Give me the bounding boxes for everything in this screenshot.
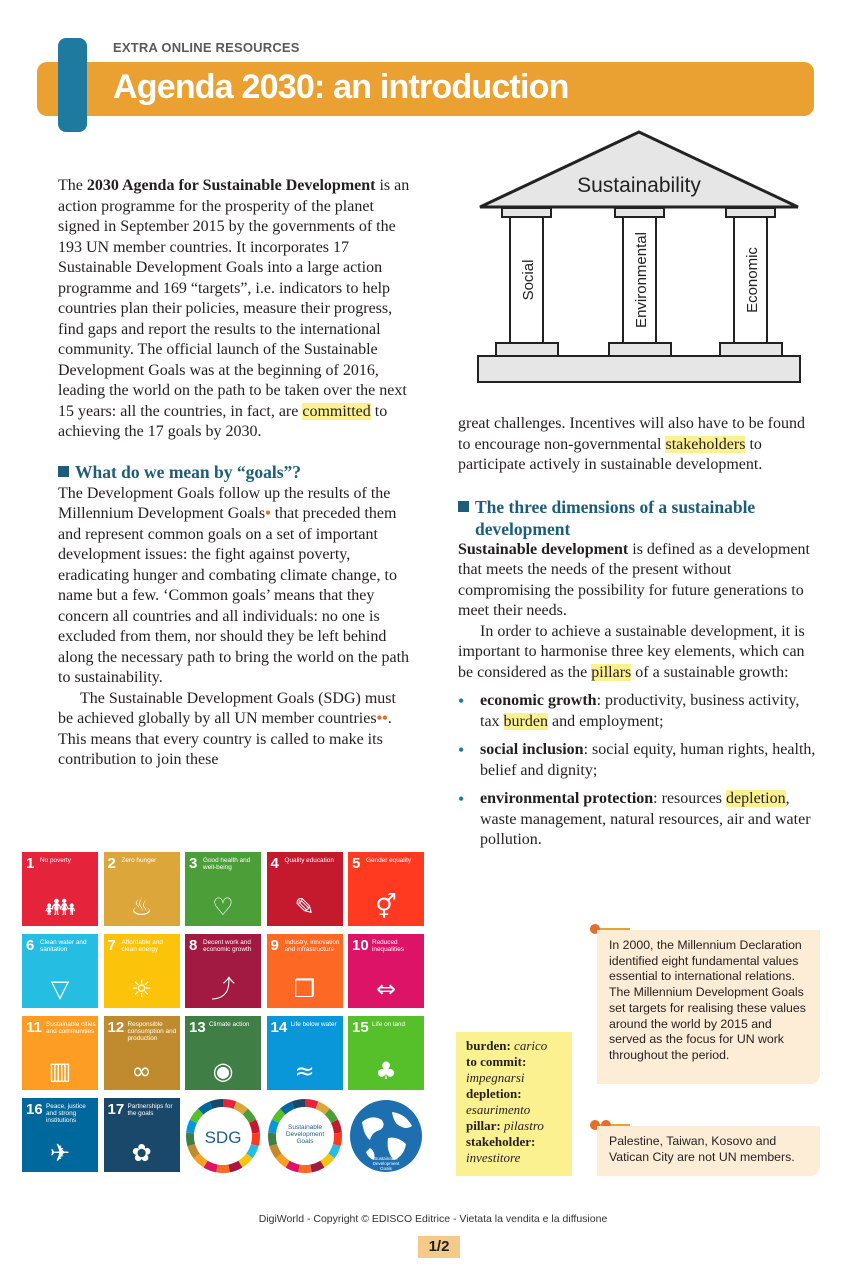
sdg-paragraph: The Sustainable Development Goals (SDG) must be achieved globally by all UN member countries••. This means that every country is called to make its contribution to join these (58, 689, 396, 768)
eye-globe-icon: ◉ (212, 1057, 234, 1085)
copyright-footer: DigiWorld - Copyright © EDISCO Editrice - Vietata la vendita e la diffusione (258, 1213, 608, 1225)
sdg-tile-4 (267, 852, 343, 926)
sustainability-pillars-diagram (474, 128, 804, 386)
highlighted-word: depletion (726, 790, 786, 807)
diagram-roof-label: Sustainability (577, 174, 701, 197)
sdg-tile-number: 10 (352, 937, 369, 954)
cubes-icon: ❒ (293, 975, 316, 1003)
sdg-tile-number: 14 (270, 1019, 288, 1036)
sdg-tile-number: 5 (352, 855, 361, 872)
growth-chart-icon: ⤴ (211, 975, 235, 1003)
sdg-tile-3 (185, 852, 261, 926)
sdg-tile-number: 2 (107, 855, 116, 872)
sdg-wheel-logo (267, 1098, 343, 1174)
pillar-economic-label: Economic (744, 247, 761, 313)
sdg-tile-number: 8 (189, 937, 198, 954)
sdg-tile-label: Partnerships for the goals (127, 1103, 173, 1117)
glossary-entry: stakeholder: investitore (466, 1134, 536, 1165)
list-item: • social inclusion: social equity, human rights, health, belief and dignity; (458, 740, 816, 781)
sdg-tile-2 (104, 852, 180, 926)
sdg-tile-13 (185, 1016, 261, 1090)
glossary-entry: to commit: impegnarsi (466, 1054, 527, 1085)
sdg-tile-number: 1 (26, 855, 35, 872)
sdg-tile-label: Industry, innovation and infrastructure (284, 939, 340, 953)
glossary-entry: depletion: esaurimento (466, 1086, 531, 1117)
sdg-tile-10 (348, 934, 424, 1008)
pillar-environmental-label: Environmental (633, 232, 650, 328)
intro-paragraph: The 2030 Agenda for Sustainable Development is an action programme for the prosperity of the planet signed in September 2015 by the governments of the 193 UN member countries. It incorporates 17 Sustainable Development Goals into a large action programme and 169 “targets”, i.e. indicators to help countries plan their policies, measure their progress, find gaps and report the results to the international community. The official launch of the Sustainable Development Goals was at the beginning of 2016, leading the world on the path to be taken over the next 15 years: all the countries, in fact, are committed to achieving the 17 goals by 2030. (58, 177, 410, 440)
highlighted-word: stakeholders (665, 435, 746, 453)
note-marker-2: •• (376, 710, 388, 727)
highlighted-word: committed (302, 402, 371, 420)
page-number: 1/2 (418, 1236, 460, 1258)
sdg-tile-11 (22, 1016, 98, 1090)
sdg-tile-label: Gender equality (366, 857, 412, 864)
continuation-paragraph: great challenges. Incentives will also have to be found to encourage non-governmental stakeholders to participate actively in sustainable development. (458, 415, 805, 473)
flower-icon: ✿ (131, 1139, 152, 1167)
glossary-entry: pillar: pilastro (466, 1118, 544, 1133)
sdg-ring-logo (185, 1098, 261, 1174)
glossary-entry: burden: carico (466, 1038, 548, 1053)
sdg-tile-17 (104, 1098, 180, 1172)
footnote-2-text: Palestine, Taiwan, Kosovo and Vatican City are not UN members. (609, 1134, 795, 1164)
highlighted-word: burden (503, 712, 548, 730)
sdg-tile-8 (185, 934, 261, 1008)
sdg-tile-label: Life on land (372, 1021, 406, 1028)
sdg-tile-number: 13 (189, 1019, 206, 1036)
sdg-tile-9 (267, 934, 343, 1008)
sdg-tile-label: Zero hunger (121, 857, 157, 864)
pillar-environmental (609, 208, 671, 356)
goals-paragraph: The Development Goals follow up the results of the Millennium Development Goals• that preceded them and represent common goals on a set of important development issues: the fight against poverty, eradicating hunger and combating climate change, to name but a few. ‘Common goals’ means that they concern all countries and all individuals: no one is excluded from them, nor should they be left behind along the necessary path to bring the world on the path to sustainability. (58, 484, 410, 686)
square-bullet-icon (458, 501, 469, 512)
sdg-tile-label: Life below water (290, 1021, 337, 1028)
sdg-tile-5 (348, 852, 424, 926)
goals-heading: What do we mean by “goals”? (58, 461, 410, 483)
sdg-globe-logo (348, 1098, 424, 1178)
infinity-icon: ∞ (131, 1057, 152, 1085)
sdg-wheel-text: Sustainable Development Goals (285, 1124, 324, 1145)
dove-icon: ✈ (49, 1139, 71, 1167)
sdg-tile-number: 11 (26, 1019, 42, 1036)
sdg-ring-text: SDG (204, 1128, 242, 1147)
sdg-tile-number: 16 (26, 1101, 43, 1118)
sdg-goals-grid (22, 852, 427, 1174)
sdg-tile-number: 15 (352, 1019, 369, 1036)
pillar-social (496, 208, 558, 356)
sdg-globe-text: Sustainable Development Goals (372, 1156, 400, 1170)
sdg-tile-label: Clean water and sanitation (40, 939, 87, 953)
sdg-tile-6 (22, 934, 98, 1008)
fish-icon: ≈ (294, 1057, 315, 1085)
sdg-tile-label: Climate action (209, 1021, 250, 1028)
footnote-1 (597, 930, 820, 1084)
tree-icon: ♣ (375, 1057, 397, 1085)
sdg-tile-label: Sustainable cities and communities (46, 1021, 96, 1035)
sdg-tile-label: Affordable and clean energy (121, 939, 163, 953)
sdg-tile-number: 6 (26, 937, 35, 954)
sdg-tile-number: 7 (107, 937, 116, 954)
equality-icon: ⇔ (375, 975, 397, 1003)
footnote-1-text: In 2000, the Millennium Declaration identified eight fundamental values essential to international relations. The Millennium Development Goals set targets for realising these values around the world by 2015 and served as the focus for UN work throughout the period. (609, 938, 806, 1062)
pillar-economic (720, 208, 782, 356)
highlighted-word: pillars (591, 663, 632, 681)
buildings-icon: ▥ (48, 1057, 72, 1085)
square-bullet-icon (58, 466, 69, 477)
page-title: Agenda 2030: an introduction (113, 68, 569, 106)
right-column (458, 414, 816, 851)
bowl-icon: ♨ (130, 893, 153, 921)
sdg-tile-label: Good health and well-being (203, 857, 251, 871)
sdg-wheel-logo-wrap (267, 1098, 343, 1178)
sdg-tile-15 (348, 1016, 424, 1090)
pillar-social-label: Social (520, 259, 537, 301)
water-glass-icon: ▽ (50, 975, 70, 1003)
sdg-tile-number: 9 (270, 937, 279, 954)
book-icon: ✎ (294, 893, 315, 921)
sun-icon: ☼ (130, 975, 153, 1003)
sdg-tile-12 (104, 1016, 180, 1090)
sdg-tile-label: Reduced inequalities (372, 939, 404, 953)
sdg-tile-number: 4 (270, 855, 279, 872)
sdg-tile-label: Decent work and economic growth (203, 939, 252, 953)
list-item: • environmental protection: resources depletion, waste management, natural resources, air and water pollution. (458, 789, 816, 851)
sdg-tile-16 (22, 1098, 98, 1172)
definition-paragraph: Sustainable development is defined as a development that meets the needs of the present without compromising the possibility for future generations to meet their needs. (458, 540, 810, 619)
diagram-base (478, 356, 800, 382)
list-item: • economic growth: productivity, business activity, tax burden and employment; (458, 691, 816, 732)
pillars-list (458, 691, 816, 851)
footnote-2 (597, 1126, 820, 1176)
sdg-ring-logo-wrap (185, 1098, 261, 1178)
sdg-tile-7 (104, 934, 180, 1008)
heartbeat-icon: ♡ (212, 893, 234, 921)
gender-icon: ⚥ (375, 893, 397, 921)
left-column (58, 176, 410, 771)
sdg-tile-14 (267, 1016, 343, 1090)
people-icon: 👪︎ (44, 893, 76, 921)
dimensions-heading: The three dimensions of a sustainable development (458, 496, 816, 540)
sdg-tile-1 (22, 852, 98, 926)
sdg-tile-label: Peace, justice and strong institutions (46, 1103, 86, 1124)
sdg-tile-number: 12 (107, 1019, 125, 1036)
sdg-tile-label: Quality education (284, 857, 334, 864)
sdg-tile-label: No poverty (40, 857, 71, 864)
sdg-tile-number: 3 (189, 855, 198, 872)
pillars-paragraph: In order to achieve a sustainable development, it is important to harmonise three key elements, which can be considered as the pillars of a sustainable growth: (458, 622, 805, 681)
glossary-box (456, 1032, 572, 1176)
section-kicker: EXTRA ONLINE RESOURCES (113, 40, 300, 55)
sdg-tile-number: 17 (107, 1101, 125, 1118)
title-accent-tab (58, 38, 87, 132)
sdg-tile-label: Responsible consumption and production (127, 1021, 177, 1042)
note-marker-1: • (265, 505, 271, 522)
